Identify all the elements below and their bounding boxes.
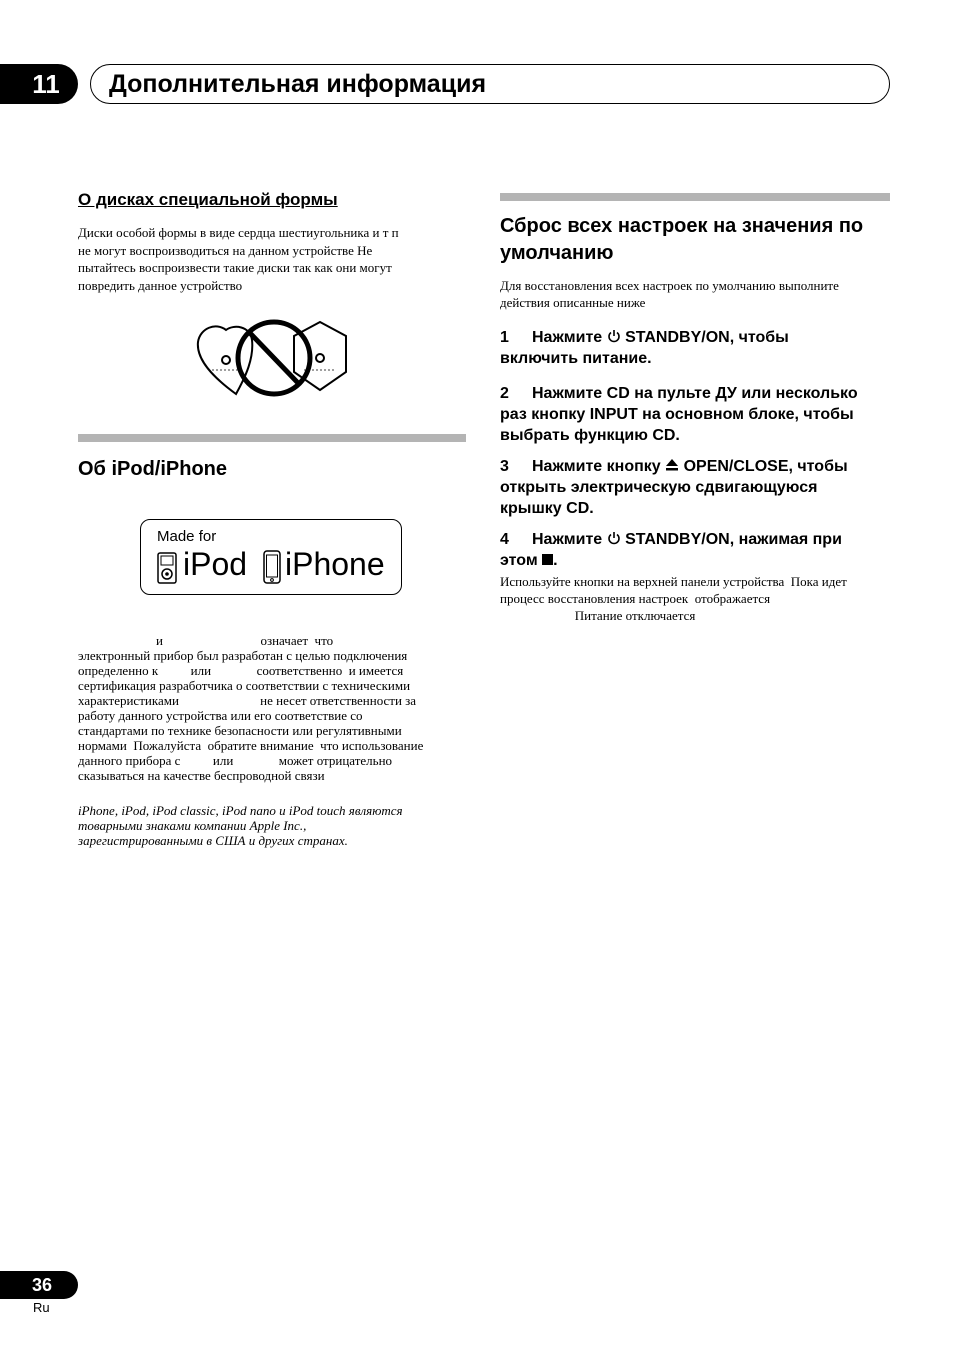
reset-step-3	[500, 456, 890, 519]
logo-made-for-text: Made for	[157, 528, 217, 545]
text-line: Диски особой формы в виде сердца шестиугольника и т п	[78, 225, 399, 240]
step-number: 1	[500, 329, 509, 346]
text-line: пытайтесь воспроизвести такие диски так как они могут	[78, 260, 392, 275]
text-line: и означает что	[78, 633, 334, 648]
eject-icon	[665, 458, 679, 472]
ipod-section-heading: Об iPod/iPhone	[78, 458, 228, 480]
power-icon	[607, 329, 621, 343]
language-code: Ru	[33, 1300, 50, 1315]
prohibited-discs-illustration	[194, 318, 354, 398]
text-line: стандартами по технике безопасности или регулятивными	[78, 723, 402, 738]
step-number: 3	[500, 458, 509, 475]
power-icon	[607, 531, 621, 545]
step-text: Нажмите CD на пульте ДУ или несколько	[532, 385, 858, 402]
reset-step-4	[500, 529, 890, 571]
page-number: 36	[32, 1274, 53, 1295]
step-number: 4	[500, 531, 509, 548]
text-line: сказываться на качестве беспроводной связи	[78, 768, 325, 783]
text-line: Для восстановления всех настроек по умолчанию выполните	[500, 278, 839, 293]
logo-iphone-text: iPhone	[285, 546, 385, 582]
step-text: STANDBY/ON, чтобы	[625, 329, 789, 346]
step-text: Нажмите	[532, 329, 603, 346]
special-discs-heading: О дисках специальной формы	[78, 190, 338, 209]
step-text: раз кнопку INPUT на основном блоке, чтобы	[500, 406, 854, 423]
text-line: работу данного устройства или его соответствие со	[78, 708, 363, 723]
step-text: выбрать функцию CD.	[500, 427, 680, 444]
heading-line: умолчанию	[500, 242, 614, 264]
text-line: iPhone, iPod, iPod classic, iPod nano и iPod touch являются	[78, 803, 403, 818]
chapter-number: 11	[32, 68, 60, 99]
chapter-title-box	[90, 64, 890, 104]
made-for-ipod-iphone-logo	[140, 519, 402, 595]
logo-ipod-text: iPod	[183, 546, 248, 582]
text-line: нормами Пожалуйста обратите внимание что использование	[78, 738, 424, 753]
step-text: OPEN/CLOSE, чтобы	[683, 458, 848, 475]
chapter-number-badge	[0, 64, 78, 104]
step-number: 2	[500, 385, 509, 402]
step-text: STANDBY/ON, нажимая при	[625, 531, 842, 548]
text-line: процесс восстановления настроек отображается	[500, 591, 771, 606]
section-divider	[78, 434, 466, 442]
reset-step-1	[500, 327, 890, 369]
step-text: крышку CD.	[500, 500, 594, 517]
reset-step-2	[500, 383, 890, 446]
prohibition-icon	[238, 322, 310, 394]
reset-section-heading	[500, 213, 890, 267]
reset-note-text	[500, 573, 890, 624]
step-text: включить питание.	[500, 350, 652, 367]
text-line: определенно к или соответственно и имеется	[78, 663, 404, 678]
text-line: характеристиками не несет ответственности за	[78, 693, 417, 708]
right-column	[500, 193, 890, 624]
special-discs-text	[78, 224, 466, 294]
trademark-notice	[78, 803, 466, 848]
heading-line: Сброс всех настроек на значения по	[500, 215, 864, 237]
text-line: сертификация разработчика о соответствии с техническими	[78, 678, 411, 693]
iphone-icon	[263, 550, 281, 584]
stop-icon	[542, 554, 553, 565]
text-line: зарегистрированными в США и других странах.	[78, 833, 348, 848]
text-line: действия описанные ниже	[500, 295, 646, 310]
chapter-title: Дополнительная информация	[109, 69, 487, 98]
step-text: .	[553, 552, 558, 569]
step-text: Нажмите кнопку	[532, 458, 661, 475]
ipod-icon	[157, 552, 177, 584]
text-line: Питание отключается	[500, 608, 696, 623]
text-line: данного прибора с или может отрицательно	[78, 753, 393, 768]
text-line: Используйте кнопки на верхней панели устройства Пока идет	[500, 574, 847, 589]
text-line: товарными знаками компании Apple Inc.,	[78, 818, 307, 833]
section-divider	[500, 193, 890, 201]
step-text: этом	[500, 552, 538, 569]
text-line: повредить данное устройство	[78, 277, 243, 293]
page-number-badge	[0, 1271, 78, 1299]
text-line: не могут воспроизводиться на данном устройстве Не	[78, 242, 373, 258]
reset-intro-text	[500, 277, 890, 311]
step-text: открыть электрическую сдвигающуюся	[500, 479, 818, 496]
ipod-compatibility-text	[78, 633, 466, 783]
left-column	[78, 190, 466, 848]
step-text: Нажмите	[532, 531, 603, 548]
text-line: электронный прибор был разработан с целью подключения	[78, 648, 408, 663]
